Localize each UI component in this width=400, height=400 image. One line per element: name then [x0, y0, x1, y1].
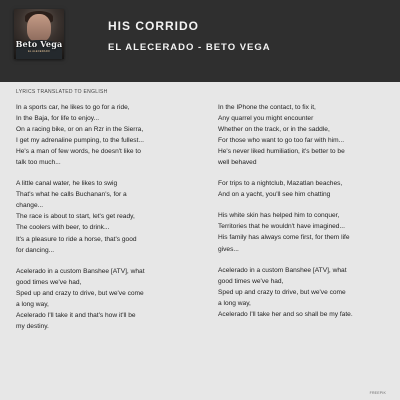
song-title: HIS CORRIDO — [108, 19, 200, 33]
lyrics-stanza — [218, 178, 390, 200]
lyrics-stanza — [16, 102, 188, 168]
lyrics-stanza — [218, 265, 390, 320]
lyrics-line: He's a man of few words, he doesn't like to — [16, 148, 141, 156]
lyrics-line: good times we've had, — [16, 278, 82, 286]
lyrics-line: good times we've had, — [218, 277, 284, 285]
watermark-text: FREEPIK — [369, 391, 386, 395]
lyrics-line: my destiny. — [16, 322, 49, 330]
lyrics-line: That's what he calls Buchanan's, for a — [16, 191, 127, 199]
lyrics-line: It's a pleasure to ride a horse, that's good — [16, 235, 137, 243]
lyrics-line: for dancing... — [16, 246, 55, 254]
lyrics-line: Sped up and crazy to drive, but we've come — [16, 289, 144, 297]
lyrics-line: Sped up and crazy to drive, but we've come — [218, 288, 346, 296]
lyrics-line: His family has always come first, for them life — [218, 234, 350, 242]
lyrics-line: The race is about to start, let's get ready, — [16, 213, 135, 221]
lyrics-stanza — [16, 266, 188, 332]
song-artist-line: EL ALECERADO - BETO VEGA — [108, 42, 271, 53]
lyrics-line: For those who want to go too far with him... — [218, 137, 345, 145]
header-bar — [0, 0, 400, 82]
lyrics-line: a long way, — [218, 299, 251, 307]
lyrics-line: And on a yacht, you'll see him chatting — [218, 191, 331, 199]
lyrics-line: In the IPhone the contact, to fix it, — [218, 104, 316, 111]
lyrics-line: a long way, — [16, 300, 49, 308]
lyrics-line: Any quarrel you might encounter — [218, 115, 314, 123]
lyrics-line: He's never liked humiliation, it's better to be — [218, 148, 345, 156]
cover-artist-name: Beto Vega — [15, 39, 63, 49]
lyrics-stanza — [218, 102, 390, 168]
cover-face — [27, 14, 51, 42]
lyrics-line: For trips to a nightclub, Mazatlan beaches, — [218, 180, 343, 188]
lyrics-line: In a sports car, he likes to go for a ride, — [16, 104, 130, 111]
lyrics-line: Territories that he wouldn't have imagined... — [218, 223, 345, 231]
lyrics-left-column — [16, 102, 188, 342]
lyrics-section-label: LYRICS TRANSLATED TO ENGLISH — [16, 89, 108, 95]
lyrics-line: On a racing bike, or on an Rzr in the Sierra, — [16, 126, 144, 134]
lyrics-line: talk too much... — [16, 159, 61, 167]
lyrics-line: change... — [16, 202, 44, 210]
lyrics-right-column — [218, 102, 390, 330]
lyrics-line: Acelerado I'll take her and so shall be my fate. — [218, 310, 353, 318]
lyrics-line: Acelerado in a custom Banshee [ATV], what — [16, 267, 145, 275]
lyrics-line: His white skin has helped him to conquer, — [218, 212, 340, 220]
lyrics-line: Acelerado I'll take it and that's how it'll be — [16, 311, 136, 319]
lyrics-stanza — [16, 178, 188, 255]
lyrics-line: Acelerado in a custom Banshee [ATV], what — [218, 266, 347, 274]
album-cover-image — [14, 9, 64, 59]
lyrics-line: Whether on the track, or in the saddle, — [218, 126, 330, 134]
lyrics-line: well behaved — [218, 159, 257, 167]
lyrics-line: I get my adrenaline pumping, to the fullest... — [16, 137, 144, 145]
lyrics-line: A little canal water, he likes to swig — [16, 180, 118, 188]
lyrics-stanza — [218, 210, 390, 254]
lyrics-line: In the Baja, for life to enjoy... — [16, 115, 100, 123]
lyrics-line: gives... — [218, 245, 239, 253]
cover-album-subtitle: EL ALECERADO — [27, 50, 51, 53]
lyrics-line: The coolers with beer, to drink... — [16, 224, 110, 232]
